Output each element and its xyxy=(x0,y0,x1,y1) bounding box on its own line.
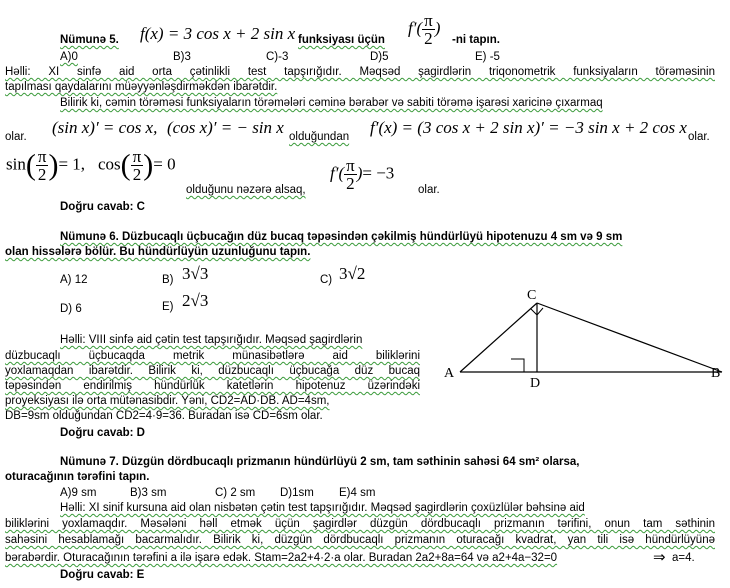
eq-zero: = 0 xyxy=(153,154,176,174)
ex7-solution-line4b: a=4. xyxy=(672,552,695,564)
ex6-option-e: E) xyxy=(162,301,174,313)
two: 2 xyxy=(346,174,355,193)
ex6-option-c-value: 3√2 xyxy=(339,264,366,283)
two: 2 xyxy=(424,29,433,48)
cos-label: cos xyxy=(98,154,121,174)
label-b: B xyxy=(711,366,721,381)
right-angle-d xyxy=(511,359,524,372)
ex6-solution-line6: DB=9sm olduğundan CD2=4·9=36. Buradan isə CD=6sm olar. xyxy=(5,410,323,422)
ex6-option-b: B) xyxy=(162,274,174,286)
ex5-olar2: olar. xyxy=(688,131,710,143)
ex7-solution-line2: biliklərini yoxlamaqdır. Məsələni həll etmək üçün şagirdlər düzgün dördbucaqlı prizmanın tərifini, onun tam səthinin xyxy=(5,518,715,530)
two: 2 xyxy=(132,165,142,184)
pi: π xyxy=(424,11,433,30)
ex5-fprime-pi2 xyxy=(408,12,440,47)
ex6-option-e-value: 2√3 xyxy=(182,291,209,310)
ex5-deriv-sin: (sin x)′ = cos x, xyxy=(52,118,158,137)
fprime-label: f′( xyxy=(330,163,345,183)
ex5-option-c: C)-3 xyxy=(266,51,289,63)
ex6-answer: Doğru cavab: D xyxy=(60,427,145,439)
eq-one: = 1, xyxy=(58,154,86,174)
ex6-solution-line3: yoxlamaqdan ibarətdir. Bilirik ki, düzbucaqlı üçbucağa düz bucaq xyxy=(5,365,420,377)
ex6-solution-line4: təpəsindən endirilmiş hündürlük katetlərin hipotenuz üzərindəki xyxy=(5,380,420,392)
two: 2 xyxy=(37,165,47,184)
ex5-function: f(x) = 3 cos x + 2 sin x xyxy=(140,24,296,43)
sin-label: sin xyxy=(6,154,26,174)
pi: π xyxy=(346,156,355,175)
side-ac xyxy=(460,303,537,372)
ex7-solution-line1: Həlli: XI sinif kursuna aid olan nisbətən çətin test tapşırığıdır. Məqsəd şagirdlərin çoxüzlülər bəhsinə aid xyxy=(60,502,585,514)
result-eq: = −3 xyxy=(362,163,395,183)
label-c: C xyxy=(527,288,537,303)
ex6-solution-line5: proyeksiyası ilə orta mütənasibdir. Yəni, CD2=AD·DB. AD=4sm, xyxy=(5,395,330,407)
side-cb xyxy=(537,303,722,372)
ex5-solution-line1: Həlli: XI sinfə aid orta çətinlikli test tapşırığıdır. Məqsəd şagirdlərin triqonometrik funksiyaların törəməsinin xyxy=(5,66,715,78)
ex6-option-c: C) xyxy=(320,274,333,286)
ex5-option-e: E) -5 xyxy=(475,51,500,63)
close-paren: ) xyxy=(356,163,363,183)
ex6-title-line1: Nümunə 6. Düzbucaqlı üçbucağın düz bucaq təpəsindən çəkilmiş hündürlüyü hipotenuzu 4 sm və 9 sm xyxy=(60,231,623,243)
ex5-option-d: D)5 xyxy=(370,51,389,63)
close-paren: ) xyxy=(434,18,441,38)
ex5-task-mid: funksiyası üçün xyxy=(298,34,385,46)
ex6-option-a: A) 12 xyxy=(60,274,88,286)
ex5-olar3: olar. xyxy=(418,184,440,196)
ex7-title-line2: oturacağının tərəfini tapın. xyxy=(5,471,150,483)
ex7-option-b: B)3 sm xyxy=(130,487,167,499)
ex5-deriv-full: f′(x) = (3 cos x + 2 sin x)′ = −3 sin x + 2 cos x xyxy=(370,118,687,137)
ex5-oldugundan: olduğundan xyxy=(289,131,350,143)
ex5-title: Nümunə 5. xyxy=(60,34,119,46)
ex5-answer: Doğru cavab: C xyxy=(60,201,145,213)
ex6-option-b-value: 3√3 xyxy=(182,264,209,283)
ex5-option-a: A)0 xyxy=(60,51,78,63)
pi: π xyxy=(37,147,47,166)
ex6-solution-line1: Həlli: VIII sinfə aid çətin test tapşırığıdır. Məqsəd şagirdlərin xyxy=(60,334,363,346)
ex5-cos-pi2: cos( $\frac{\pi}{2}$ )= 0 xyxy=(98,147,176,184)
ex7-option-c: C) 2 sm xyxy=(215,487,256,499)
ex5-solution-line2: tapılması qaydalarını müəyyənləşdirməkdən ibarətdir. xyxy=(5,81,278,93)
triangle-diagram xyxy=(440,285,730,395)
ex5-deriv-cos: (cos x)′ = − sin x xyxy=(167,118,284,137)
ex7-title-line1: Nümunə 7. Düzgün dördbucaqlı prizmanın hündürlüyü 2 sm, tam səthinin sahəsi 64 sm² olarsa, xyxy=(60,456,580,468)
ex5-result xyxy=(330,157,394,192)
ex5-option-b: B)3 xyxy=(173,51,191,63)
ex7-option-d: D)1sm xyxy=(280,487,314,499)
ex7-option-e: E)4 sm xyxy=(339,487,376,499)
ex7-solution-line4a: bərabərdir. Oturacağının tərəfini a ilə işarə edək. Stam=2a2+4·2·a olar. Buradan 2a2+8a=64 və a2+4a−32=0 xyxy=(5,552,558,564)
ex5-solution-line3: Bilirik ki, cəmin törəməsi funksiyaların törəmələri cəminə bərabər və sabiti törəmə işarəsi xaricinə çıxarmaq xyxy=(60,97,603,109)
ex5-olar1: olar. xyxy=(5,131,27,143)
label-d: D xyxy=(530,376,541,391)
ex6-title-line2: olan hissələrə bölür. Bu hündürlüyün uzunluğunu tapın. xyxy=(5,246,311,258)
implies-arrow: ⇒ xyxy=(653,549,666,566)
ex7-answer: Doğru cavab: E xyxy=(60,569,145,581)
ex6-solution-line2: düzbucaqlı üçbucaqda metrik münasibətlərə aid biliklərini xyxy=(5,350,420,362)
label-a: A xyxy=(444,366,455,381)
ex6-option-d: D) 6 xyxy=(60,303,82,315)
ex7-solution-line3: sahəsini hesablamağı bacarmalıdır. Bilirik ki, düzgün dördbucaqlı prizmanın oturacağı kvadrat, yan tili isə hündürlüyünə xyxy=(5,534,715,546)
ex5-sin-pi2: sin( $\frac{\pi}{2}$ )= 1, xyxy=(6,147,86,184)
ex5-task-end: -ni tapın. xyxy=(452,34,500,46)
pi: π xyxy=(132,147,142,166)
fprime-label: f′( xyxy=(408,18,423,38)
ex7-option-a: A)9 sm xyxy=(60,487,97,499)
ex5-olduqunu: olduğunu nəzərə alsaq, xyxy=(186,184,306,196)
